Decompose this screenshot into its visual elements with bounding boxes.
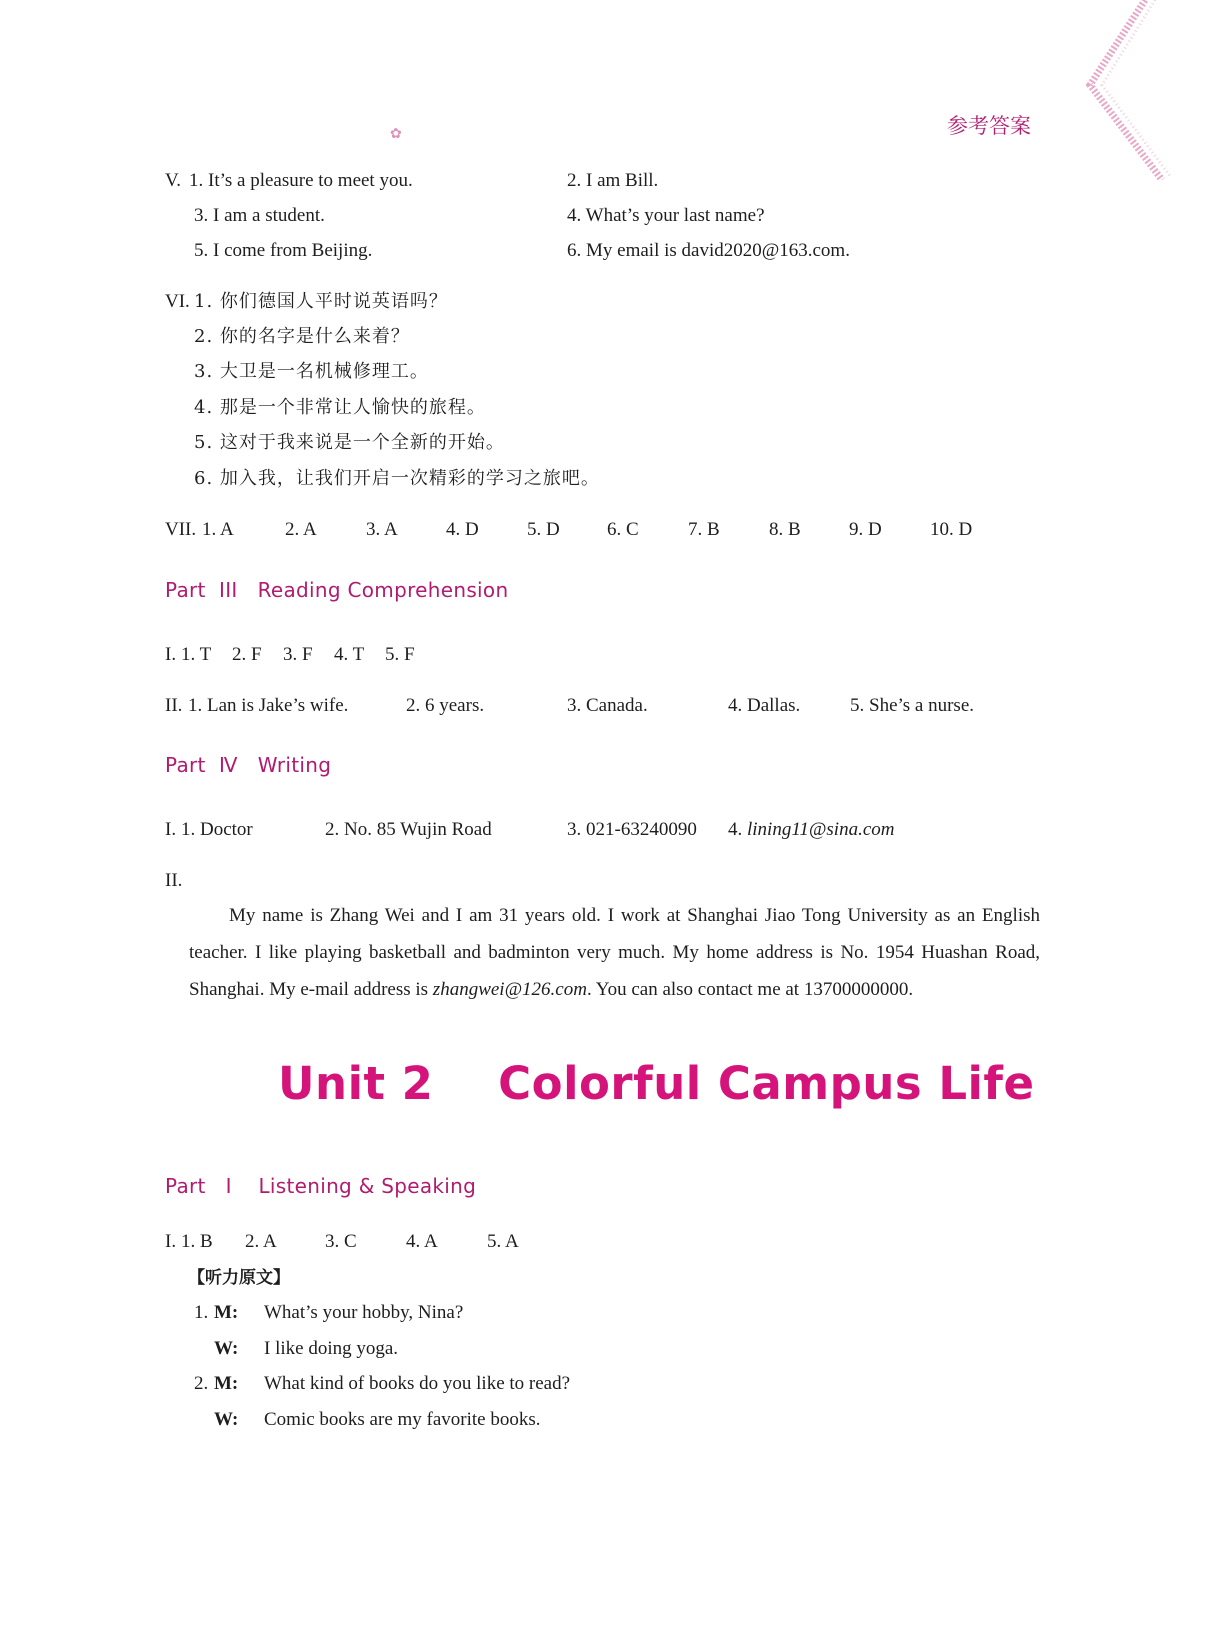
p3-ii-label: II. (165, 695, 183, 716)
page-header-title: 参考答案 (947, 115, 1031, 138)
corner-ornament (1070, 0, 1225, 180)
dialogue-number: 2. (194, 1373, 209, 1394)
speaker-label: W: (214, 1338, 239, 1359)
answer-item: 2. A (245, 1231, 277, 1252)
dialogue-line: I like doing yoga. (264, 1338, 399, 1359)
answer-item: 1. T (181, 644, 212, 665)
answer-item: 3. I am a student. (194, 205, 325, 226)
dialogue-line: What’s your hobby, Nina? (264, 1302, 464, 1323)
answer-item: 4. T (334, 644, 365, 665)
answer-item: 2. F (232, 644, 262, 665)
answer-item: 1. Doctor (181, 819, 253, 840)
section-vi-label: VI. (165, 291, 190, 312)
email-text: lining11@sina.com (747, 819, 895, 840)
answer-item: 3. Canada. (567, 695, 648, 716)
answer-item: 5. D (527, 519, 560, 540)
translation-item: 3. 大卫是一名机械修理工。 (194, 361, 429, 382)
paragraph-email: zhangwei@126.com (432, 979, 587, 1000)
script-title: 【听力原文】 (188, 1268, 290, 1288)
part-iii-heading: Part III Reading Comprehension (165, 578, 509, 602)
answer-item: 5. I come from Beijing. (194, 240, 373, 261)
answer-item: 4. A (406, 1231, 438, 1252)
answer-item: 6. C (607, 519, 639, 540)
p4-ii-label: II. (165, 870, 183, 891)
answer-item: 3. F (283, 644, 313, 665)
dialogue-line: Comic books are my favorite books. (264, 1409, 541, 1430)
speaker-label: W: (214, 1409, 239, 1430)
dialogue-line: What kind of books do you like to read? (264, 1373, 571, 1394)
part-i-heading: Part I Listening & Speaking (165, 1174, 477, 1198)
section-v-label: V. (165, 170, 182, 191)
answer-item: 6. My email is david2020@163.com. (567, 240, 850, 261)
translation-item: 2. 你的名字是什么来着？ (194, 326, 410, 347)
answer-item: 4. D (446, 519, 479, 540)
dialogue-number: 1. (194, 1302, 209, 1323)
answer-item: 7. B (688, 519, 720, 540)
translation-item: 1. 你们德国人平时说英语吗？ (194, 291, 448, 312)
flower-ornament: ✿ (390, 127, 402, 142)
paragraph-text-a: My name is Zhang Wei and I am 31 years old. I work at Shanghai Jiao Tong University as an English teacher. I like playing basketball and badminton very much. My home address is No. 1954 Huashan Road, Shanghai. My e-mail address is (189, 905, 1040, 1000)
answer-item: 5. A (487, 1231, 519, 1252)
answer-item: 1. A (202, 519, 234, 540)
answer-item: 1. B (181, 1231, 213, 1252)
answer-item (728, 818, 894, 842)
answer-item: 5. F (385, 644, 415, 665)
answer-item: 4. What’s your last name? (567, 205, 765, 226)
speaker-label: M: (214, 1373, 239, 1394)
part-iv-heading: Part Ⅳ Writing (165, 753, 332, 777)
answer-item: 3. C (325, 1231, 357, 1252)
answer-item: 9. D (849, 519, 882, 540)
p4-i-label: I. (165, 819, 177, 840)
answer-item: 1. Lan is Jake’s wife. (188, 695, 349, 716)
answer-item: 2. No. 85 Wujin Road (325, 819, 492, 840)
section-vii-label: VII. (165, 519, 197, 540)
answer-item: 10. D (930, 519, 973, 540)
speaker-label: M: (214, 1302, 239, 1323)
sample-paragraph (189, 897, 1040, 1008)
answer-item: 2. I am Bill. (567, 170, 659, 191)
answer-item: 1. It’s a pleasure to meet you. (189, 170, 413, 191)
unit-title: Unit 2 Colorful Campus Life (278, 1057, 1035, 1110)
answer-item: 4. Dallas. (728, 695, 801, 716)
p1-i-label: I. (165, 1231, 177, 1252)
answer-item: 5. She’s a nurse. (850, 695, 975, 716)
paragraph-text-b: . You can also contact me at 13700000000. (586, 979, 914, 1000)
p3-i-label: I. (165, 644, 177, 665)
answer-number: 4. (728, 819, 743, 840)
answer-item: 2. 6 years. (406, 695, 485, 716)
translation-item: 6. 加入我，让我们开启一次精彩的学习之旅吧。 (194, 468, 600, 489)
answer-item: 2. A (285, 519, 317, 540)
translation-item: 5. 这对于我来说是一个全新的开始。 (194, 432, 505, 453)
answer-item: 3. 021-63240090 (567, 819, 697, 840)
translation-item: 4. 那是一个非常让人愉快的旅程。 (194, 397, 486, 418)
answer-item: 8. B (769, 519, 801, 540)
answer-item: 3. A (366, 519, 398, 540)
